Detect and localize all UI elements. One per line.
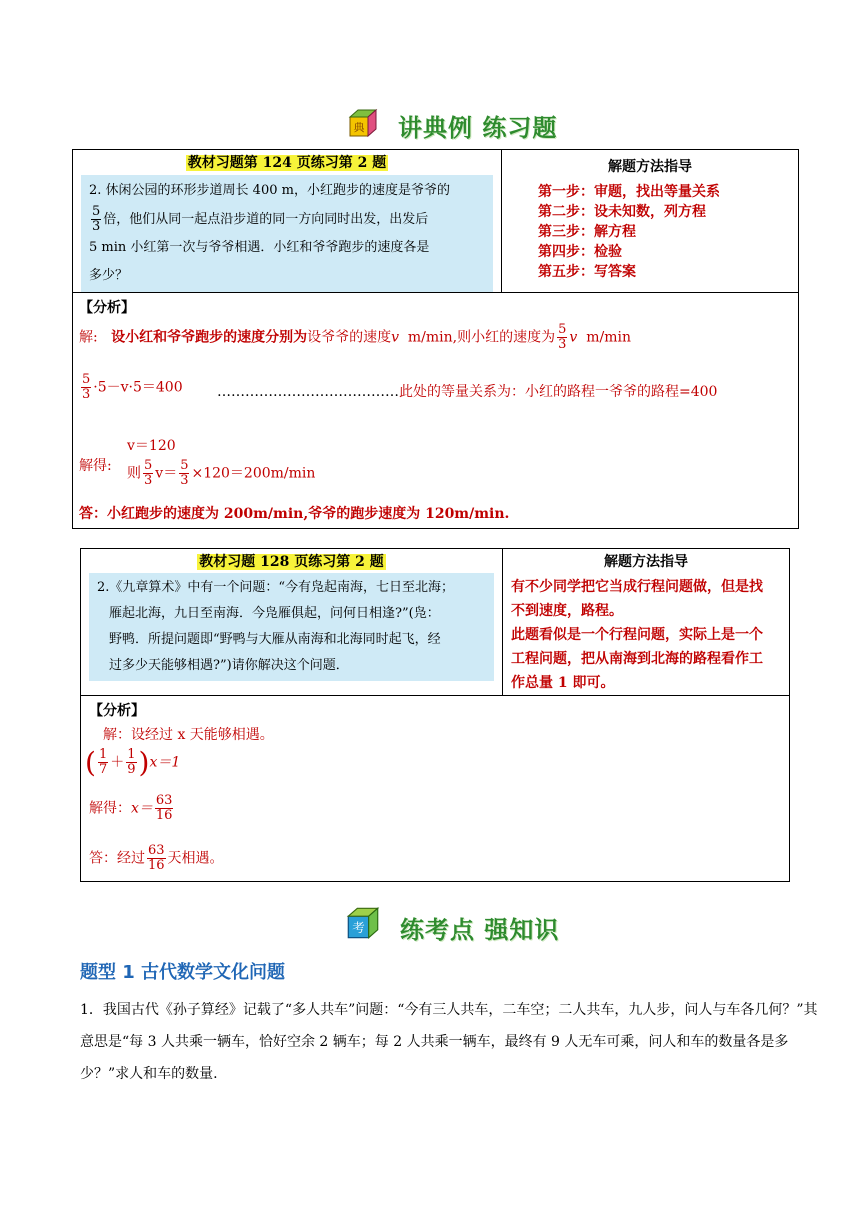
solution-setup: 解: 设小红和爷爷跑步的速度分别为设爷爷的速度v m/min,则小红的速度为 $\frac{5}{3}$ v m/min (79, 322, 631, 352)
example-2-source: 教材习题 128 页练习第 2 题 (199, 554, 384, 570)
guide-text: 有不少同学把它当成行程问题做，但是找 不到速度，路程。 此题看似是一个行程问题，实际上是一个 工程问题，把从南海到北海的路程看作工 作总量 1 即可。 (511, 579, 763, 691)
section-title: 练考点 强知识 (400, 916, 560, 944)
solve-line: 解得：x＝ $\frac{63}{16}$ (89, 793, 173, 823)
dictionary-cube-icon (348, 108, 378, 138)
example-1-source: 教材习题第 124 页练习第 2 题 (187, 155, 387, 171)
question-1: 1．我国古代《孙子算经》记载了“多人共车”问题：“今有三人共车，二车空；二人共车，九人步，问人与车各几何？”其意思是“每 3 人共乘一辆车，恰好空余 2 辆车；每 2 人共乘一辆车，最终有 9 人无车可乘，问人和车的数量各是多少？”求人和车的数量. (80, 1002, 818, 1082)
equation-note: …………………………………此处的等量关系为：小红的路程一爷爷的路程=400 (217, 384, 718, 400)
svg-text:典: 典 (353, 121, 365, 134)
example-2-problem-cell (81, 549, 503, 696)
analysis-label: 【分析】 (89, 703, 145, 719)
solution-setup: 解：设经过 x 天能够相遇。 (103, 727, 274, 743)
question-type-title: 题型 1 古代数学文化问题 (80, 962, 286, 983)
then-line: 则 $\frac{5}{3}$ v＝ $\frac{5}{3}$ ×120＝200m/min (127, 458, 316, 488)
solve-label: 解得: (79, 458, 112, 474)
example-2-box (80, 548, 790, 882)
example-1-problem: 2. 休闲公园的环形步道周长 400 m，小红跑步的速度是爷爷的 $\frac{5}{3}$ 倍，他们从同一起点沿步道的同一方向同时出发，出发后 5 min 小红第一次与爷爷相遇．小红和爷爷跑步的速度各是 多少？ (81, 175, 493, 292)
exam-cube-icon (346, 906, 380, 940)
example-2-analysis (81, 696, 790, 882)
guide-steps: 第一步：审题，找出等量关系 第二步：设未知数，列方程 第三步：解方程 第四步：检验 第五步：写答案 (538, 184, 720, 280)
equation-line: $\frac{5}{3}$ ·5－v·5＝400 (82, 372, 183, 402)
guide-title: 解题方法指导 (608, 159, 692, 175)
answer-line: 答：经过 $\frac{63}{16}$ 天相遇。 (89, 843, 224, 873)
example-1-problem-cell (73, 150, 502, 293)
analysis-label: 【分析】 (79, 300, 135, 316)
example-1-analysis (73, 293, 799, 529)
example-2-guide-cell (503, 549, 790, 696)
section-header-examples (0, 104, 868, 144)
v-value: v＝120 (127, 438, 176, 454)
example-1-guide-cell (502, 150, 799, 293)
section-title: 讲典例 练习题 (398, 114, 558, 142)
example-1-box (72, 149, 799, 529)
example-2-problem: 2.《九章算术》中有一个问题：“今有凫起南海，七日至北海； 雁起北海，九日至南海．今凫雁俱起，问何日相逢?”(凫： 野鸭．所提问题即“野鸭与大雁从南海和北海同时起飞，经 过多少天能够相遇?”)请你解决这个问题． (89, 573, 494, 681)
guide-title: 解题方法指导 (604, 554, 688, 570)
svg-text:考: 考 (352, 920, 365, 936)
answer-line: 答：小红跑步的速度为 200m/min,爷爷的跑步速度为 120m/min. (79, 506, 510, 522)
section-header-practice (0, 904, 868, 944)
equation-line: ( $\frac{1}{7}$ ＋ $\frac{1}{9}$ )x＝1 (85, 746, 181, 779)
